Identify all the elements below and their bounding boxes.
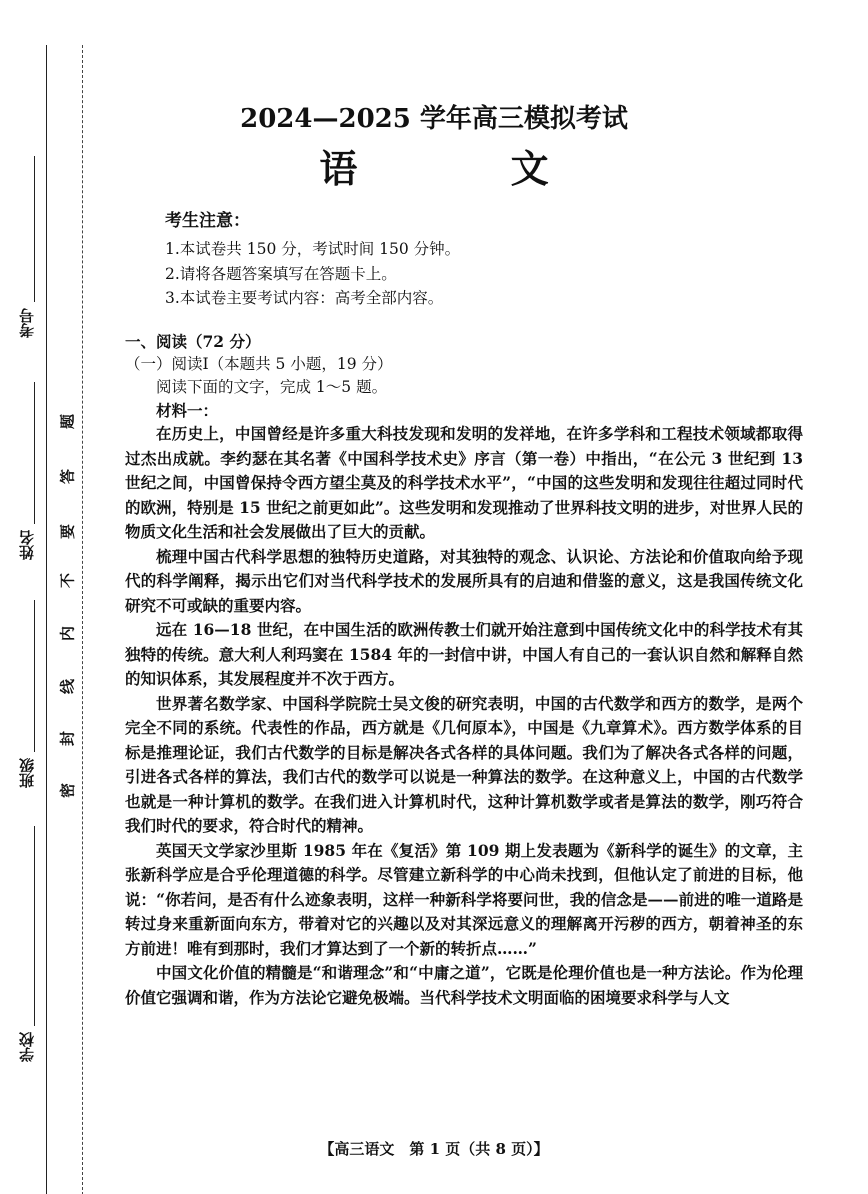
candidate-notice — [165, 206, 460, 311]
field-label-class: 班级 — [18, 758, 36, 788]
binding-notice-char: 题 — [58, 414, 77, 430]
binding-notice-char: 要 — [58, 524, 77, 540]
page-footer: 【高三语文 第 1 页（共 8 页）】 — [319, 1140, 549, 1158]
field-label-name: 姓名 — [18, 530, 36, 560]
paragraph: 世界著名数学家、中国科学院院士吴文俊的研究表明，中国的古代数学和西方的数学，是两个完全不同的系统。代表性的作品，西方就是《几何原本》，中国是《九章算术》。西方数学体系的目标是推理论证，我们古代数学的目标是解决各式各样的具体问题。我们为了解决各式各样的问题，引进各式各样的算法，我们古代的数学可以说是一种算法的数学。在这种意义上，中国的古代数学也就是一种计算机的数学。在我们进入计算机时代，这种计算机数学或者是算法的数学，刚巧符合我们时代的要求，符合时代的精神。 — [125, 693, 803, 835]
field-label-school: 学校 — [18, 1032, 36, 1062]
instruction: 阅读下面的文字，完成 1～5 题。 — [156, 378, 388, 396]
notice-item: 3.本试卷主要考试内容：高考全部内容。 — [165, 289, 444, 307]
paragraph: 远在 16—18 世纪，在中国生活的欧洲传教士们就开始注意到中国传统文化中的科学技术有其独特的传统。意大利人利玛窦在 1584 年的一封信中讲，中国人有自己的一套认识自然和解释自然的知识体系，其发展程度并不次于西方。 — [125, 620, 803, 688]
binding-notice-char: 答 — [58, 469, 77, 485]
paragraph: 在历史上，中国曾经是许多重大科技发现和发明的发祥地，在许多学科和工程技术领域都取得过杰出成就。李约瑟在其名著《中国科学技术史》序言（第一卷）中指出，“在公元 3 世纪到 13 世纪之间，中国曾保持令西方望尘莫及的科学技术水平”，“中国的这些发明和发现往往超过同时代的欧洲，特别是 15 世纪之前更如此”。这些发明和发现推动了世界科技文明的进步，对世界人民的物质文化生活和社会发展做出了巨大的贡献。 — [125, 424, 803, 541]
exam-title: 2024—2025 学年高三模拟考试 — [240, 104, 628, 134]
field-line-name — [34, 382, 35, 524]
binding-line-outer — [46, 45, 47, 1194]
subsection-heading: （一）阅读Ⅰ（本题共 5 小题，19 分） — [125, 355, 393, 373]
binding-notice-char: 内 — [58, 626, 77, 642]
field-line-school — [34, 826, 35, 1026]
binding-notice-char: 封 — [58, 731, 77, 747]
binding-notice-char: 不 — [58, 573, 77, 589]
field-label-exam-number: 考号 — [18, 308, 36, 338]
notice-item: 1.本试卷共 150 分，考试时间 150 分钟。 — [165, 240, 461, 258]
subject-title: 语 文 — [319, 146, 619, 191]
reading-section — [125, 330, 803, 1010]
binding-notice-char: 线 — [58, 679, 77, 695]
section-heading: 一、阅读（72 分） — [125, 332, 261, 351]
field-line-class — [34, 600, 35, 752]
paragraph: 英国天文学家沙里斯 1985 年在《复活》第 109 期上发表题为《新科学的诞生》的文章，主张新科学应是合乎伦理道德的科学。尽管建立新科学的中心尚未找到，但他认定了前进的目标，他说：“你若问，是否有什么迹象表明，这样一种新科学将要问世，我的信念是——前进的唯一道路是转过身来重新面向东方，带着对它的兴趣以及对其深远意义的理解离开污秽的西方，朝着神圣的东方前进！唯有到那时，我们才算达到了一个新的转折点……” — [125, 840, 803, 958]
paragraph: 梳理中国古代科学思想的独特历史道路，对其独特的观念、认识论、方法论和价值取向给予现代的科学阐释，揭示出它们对当代科学技术的发展所具有的启迪和借鉴的意义，这是我国传统文化研究不可或缺的重要内容。 — [125, 546, 803, 615]
binding-notice-char: 密 — [58, 783, 77, 799]
material-label: 材料一： — [156, 401, 219, 420]
notice-title: 考生注意： — [165, 211, 250, 231]
notice-item: 2.请将各题答案填写在答题卡上。 — [165, 264, 397, 283]
binding-line-inner — [82, 45, 83, 1194]
paragraph: 中国文化价值的精髓是“和谐理念”和“中庸之道”，它既是伦理价值也是一种方法论。作为伦理价值它强调和谐，作为方法论它避免极端。当代科学技术文明面临的困境要求科学与人文 — [125, 963, 803, 1007]
